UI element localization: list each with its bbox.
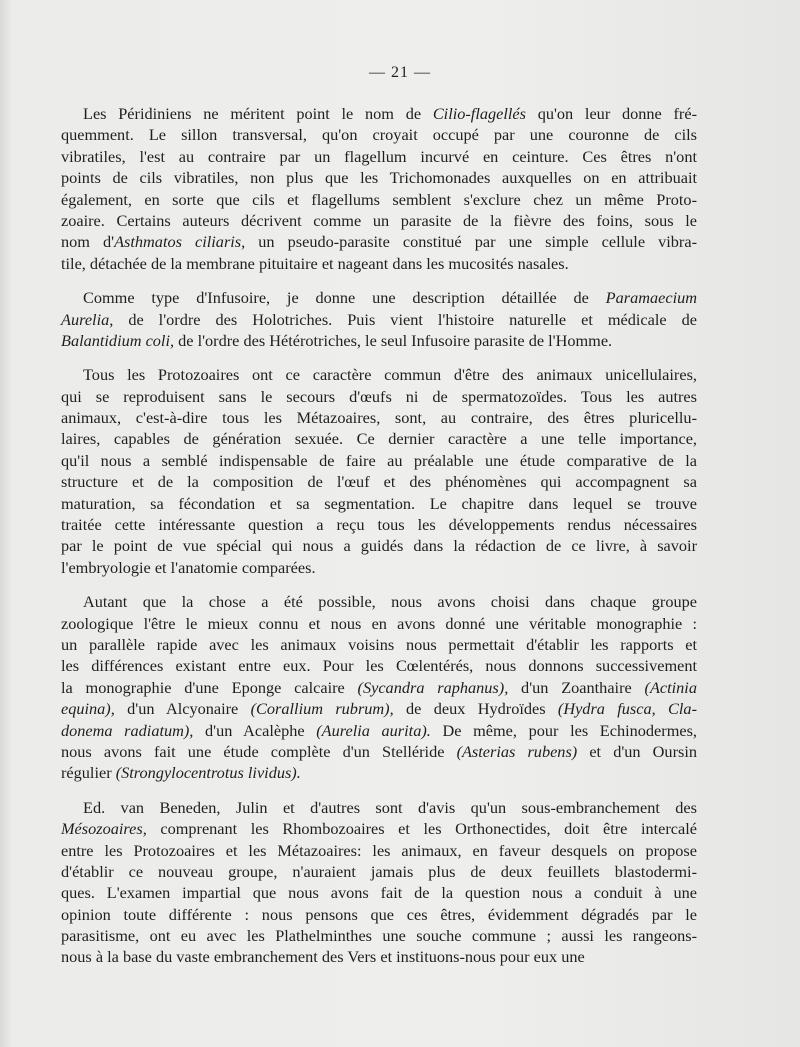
text-line bbox=[61, 613, 697, 634]
text-segment: un parallèle rapide avec les animaux voisins nous permettait d'établir les rapports et bbox=[61, 634, 697, 654]
text-segment: d'un Alcyonaire bbox=[114, 699, 251, 719]
text-line bbox=[61, 720, 697, 741]
text-segment: Comme type d'Infusoire, je donne une description détaillée de bbox=[83, 288, 606, 308]
text-line bbox=[61, 655, 697, 676]
text-segment: nom d' bbox=[61, 232, 115, 252]
text-line bbox=[61, 103, 697, 124]
text-segment: ques. L'examen impartial que nous avons fait de la question nous a conduit à une bbox=[61, 883, 697, 903]
text-segment: la monographie d'une Eponge calcaire bbox=[61, 677, 358, 697]
text-segment: parasitisme, ont eu avec les Plathelminthes une souche commune ; aussi les rangeons- bbox=[61, 926, 697, 946]
text-segment: nous avons fait une étude complète d'un Stelléride bbox=[61, 741, 457, 761]
text-line bbox=[61, 818, 697, 839]
text-line bbox=[61, 253, 697, 274]
text-segment: zoologique l'être le mieux connu et nous en avons donné une véritable monographie : bbox=[61, 613, 697, 633]
text-line bbox=[61, 535, 697, 556]
text-segment: points de cils vibratiles, non plus que les Trichomonades auxquelles on en attribuait bbox=[61, 168, 697, 188]
italic-text: (Aurelia aurita). bbox=[316, 720, 431, 740]
text-segment: d'établir ce nouveau groupe, n'auraient jamais plus de deux feuillets blastodermi- bbox=[61, 861, 697, 881]
text-line bbox=[61, 364, 697, 385]
text-line bbox=[61, 386, 697, 407]
text-line bbox=[61, 231, 697, 252]
text-line bbox=[61, 698, 697, 719]
text-segment: Autant que la chose a été possible, nous avons choisi dans chaque groupe bbox=[83, 592, 697, 612]
italic-text: (Actinia bbox=[644, 677, 697, 697]
paragraph bbox=[61, 103, 697, 274]
text-segment: zoaire. Certains auteurs décrivent comme un parasite de la fièvre des foins, sous le bbox=[61, 210, 697, 230]
italic-text: Balantidium coli, bbox=[61, 330, 175, 350]
paragraph bbox=[61, 364, 697, 578]
text-line bbox=[61, 634, 697, 655]
italic-text: donema radiatum), bbox=[61, 720, 194, 740]
text-segment: un pseudo-parasite constitué par une simple cellule vibra- bbox=[245, 232, 697, 252]
text-segment: quemment. Le sillon transversal, qu'on croyait occupé par une couronne de cils bbox=[61, 125, 697, 145]
page-number: — 21 — bbox=[369, 64, 431, 81]
body-text bbox=[61, 103, 697, 981]
text-line bbox=[61, 407, 697, 428]
italic-text: equina), bbox=[61, 699, 115, 719]
text-line bbox=[61, 591, 697, 612]
text-segment: tile, détachée de la membrane pituitaire et nageant dans les mucosités nasales. bbox=[61, 253, 569, 273]
italic-text: (Sycandra raphanus), bbox=[357, 677, 509, 697]
italic-text: (Asterias rubens) bbox=[456, 741, 578, 761]
italic-text: Asthmatos ciliaris, bbox=[114, 232, 246, 252]
text-segment: qu'on leur donne fré- bbox=[525, 104, 698, 123]
text-line bbox=[61, 925, 697, 946]
text-segment: Ed. van Beneden, Julin et d'autres sont d'avis qu'un sous-embranchement des bbox=[83, 797, 697, 817]
text-line bbox=[61, 428, 697, 449]
text-line bbox=[61, 677, 697, 698]
text-segment: régulier bbox=[61, 763, 116, 783]
text-line bbox=[61, 493, 697, 514]
paragraph bbox=[61, 797, 697, 968]
text-line bbox=[61, 210, 697, 231]
text-segment: d'un Acalèphe bbox=[193, 720, 317, 740]
text-segment: et d'un Oursin bbox=[577, 741, 697, 761]
text-segment: nous à la base du vaste embranchement des Vers et instituons-nous pour eux une bbox=[61, 947, 585, 967]
text-line bbox=[61, 146, 697, 167]
text-line bbox=[61, 762, 697, 783]
text-segment: De même, pour les Echinodermes, bbox=[430, 720, 697, 740]
text-line bbox=[61, 189, 697, 210]
italic-text: Cilio-flagellés bbox=[432, 104, 526, 123]
text-segment: de deux Hydroïdes bbox=[393, 699, 558, 719]
text-segment: de l'ordre des Hétérotriches, le seul Infusoire parasite de l'Homme. bbox=[174, 330, 613, 350]
paragraph bbox=[61, 591, 697, 784]
text-segment: Les Péridiniens ne méritent point le nom de bbox=[83, 104, 433, 123]
text-line bbox=[61, 904, 697, 925]
text-segment: qu'il nous a semblé indispensable de faire au préalable une étude comparative de la bbox=[61, 450, 697, 470]
text-line bbox=[61, 557, 697, 578]
text-line bbox=[61, 797, 697, 818]
text-segment: structure et de la composition de l'œuf et des phénomènes qui accompagnent sa bbox=[61, 472, 697, 492]
paragraph bbox=[61, 287, 697, 351]
text-segment: d'un Zoanthaire bbox=[508, 677, 645, 697]
text-segment: Tous les Protozoaires ont ce caractère commun d'être des animaux unicellulaires, bbox=[83, 365, 697, 385]
text-line bbox=[61, 309, 697, 330]
text-line bbox=[61, 124, 697, 145]
text-line bbox=[61, 840, 697, 861]
text-line bbox=[61, 882, 697, 903]
text-segment: de l'ordre des Holotriches. Puis vient l'histoire naturelle et médicale de bbox=[113, 309, 697, 329]
text-line bbox=[61, 450, 697, 471]
text-line bbox=[61, 330, 697, 351]
text-segment: comprenant les Rhombozoaires et les Orthonectides, doit être intercalé bbox=[146, 819, 697, 839]
text-line bbox=[61, 471, 697, 492]
text-segment: laires, capables de génération sexuée. Ce dernier caractère a une telle importance, bbox=[61, 429, 697, 449]
italic-text: Mésozoaires, bbox=[61, 819, 147, 839]
text-segment: vibratiles, l'est au contraire par un flagellum incurvé en ceinture. Ces êtres n'ont bbox=[61, 146, 697, 166]
text-segment: maturation, sa fécondation et sa segmentation. Le chapitre dans lequel se trouve bbox=[61, 493, 697, 513]
italic-text: (Hydra fusca, Cla- bbox=[557, 699, 697, 719]
text-line bbox=[61, 514, 697, 535]
text-segment: opinion toute différente : nous pensons que ces êtres, évidemment dégradés par le bbox=[61, 904, 697, 924]
italic-text: (Corallium rubrum), bbox=[250, 699, 394, 719]
text-line bbox=[61, 946, 697, 967]
text-segment: les différences existant entre eux. Pour les Cœlentérés, nous donnons successivement bbox=[61, 656, 697, 676]
text-segment: également, en sorte que cils et flagellums semblent s'exclure chez un même Proto- bbox=[61, 189, 697, 209]
text-segment: traitée cette intéressante question a reçu tous les développements rendus nécessaires bbox=[61, 515, 697, 535]
text-line bbox=[61, 861, 697, 882]
italic-text: (Strongylocentrotus lividus). bbox=[115, 763, 301, 783]
text-segment: l'embryologie et l'anatomie comparées. bbox=[61, 557, 316, 577]
text-segment: par le point de vue spécial qui nous a guidés dans la rédaction de ce livre, à savoir bbox=[61, 536, 697, 556]
text-line bbox=[61, 741, 697, 762]
text-segment: animaux, c'est-à-dire tous les Métazoaires, sont, au contraire, des êtres pluricellu- bbox=[61, 408, 697, 428]
text-segment: entre les Protozoaires et les Métazoaires: les animaux, en faveur desquels on propose bbox=[61, 840, 697, 860]
italic-text: Aurelia, bbox=[61, 309, 114, 329]
italic-text: Paramaecium bbox=[605, 288, 697, 308]
text-segment: qui se reproduisent sans le secours d'œufs ni de spermatozoïdes. Tous les autres bbox=[61, 386, 697, 406]
text-line bbox=[61, 287, 697, 308]
text-line bbox=[61, 167, 697, 188]
